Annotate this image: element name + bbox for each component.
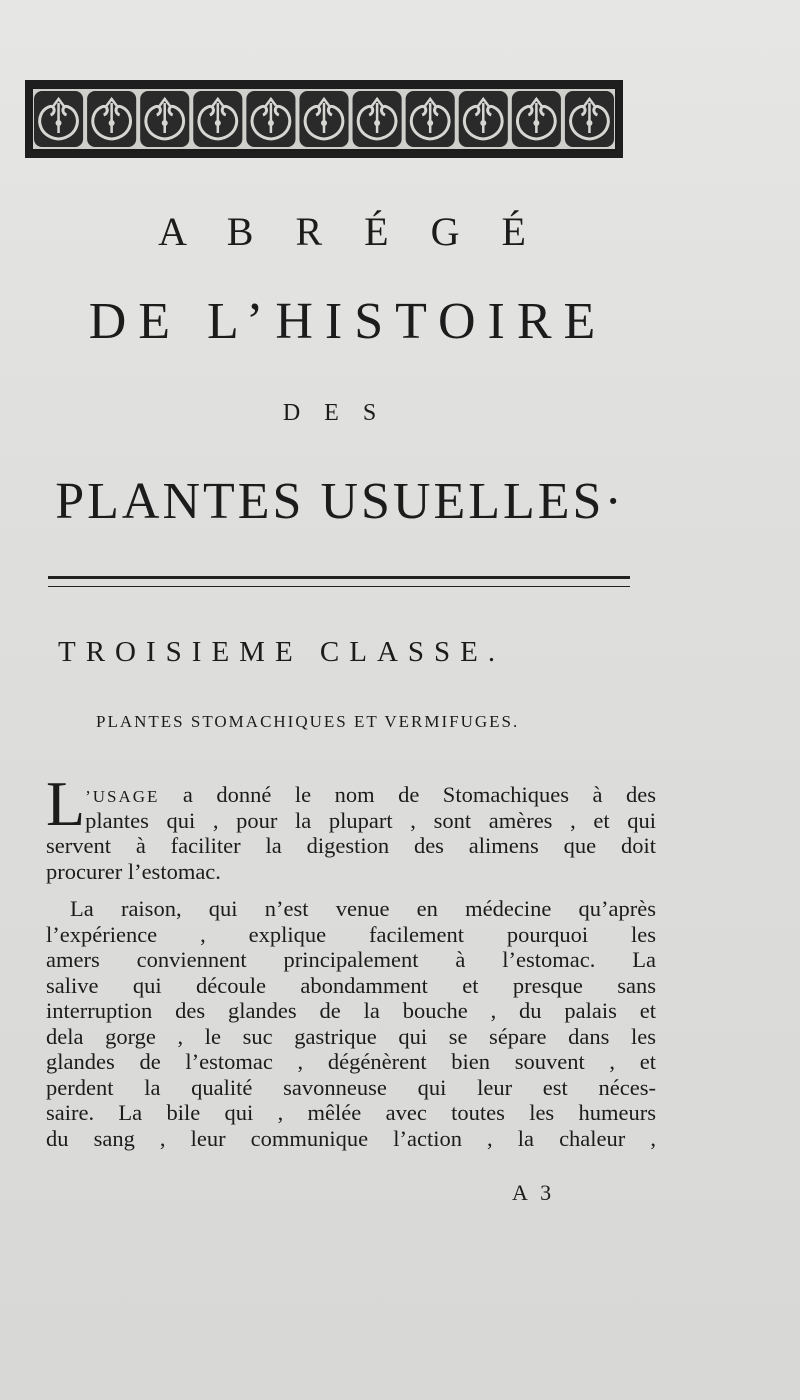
text-line: La raison, qui n’est venue en médecine qu’après (70, 896, 656, 921)
text-line: glandes de l’estomac , dégénèrent bien souvent , et (46, 1049, 656, 1074)
text-line: interruption des glandes de la bouche , du palais et (46, 998, 656, 1023)
palmette-motif (87, 91, 136, 147)
title-des: D E S (282, 400, 386, 426)
text-line: dela gorge , le suc gastrique qui se sépare dans les (46, 1023, 656, 1049)
text-line (46, 782, 656, 808)
palmette-motif (193, 91, 242, 147)
title-abrege: A B R É G É (158, 209, 542, 254)
text-line: plantes qui , pour la plupart , sont amères , et qui (85, 807, 656, 833)
text-line-rest: a donné le nom de Stomachiques à des (159, 782, 656, 807)
palmette-motif (459, 91, 508, 147)
paragraph-2 (46, 896, 656, 1151)
palmette-motif (512, 91, 561, 147)
palmette-motif (353, 91, 402, 147)
text-line: amers conviennent principalement à l’estomac. La (46, 947, 656, 972)
double-rule-top (48, 576, 630, 579)
text-line: perdent la qualité savonneuse qui leur est néces- (46, 1074, 656, 1100)
palmette-motif (565, 91, 614, 147)
text-line: du sang , leur communique l’action , la chaleur , (46, 1125, 656, 1151)
double-rule-bottom (48, 586, 630, 587)
section-heading: TROISIEME CLASSE. (58, 636, 506, 668)
palmette-band-ornament (25, 80, 623, 158)
palmette-motif (299, 91, 348, 147)
title-plantes-usuelles: PLANTES USUELLES· (55, 473, 625, 530)
text-line: procurer l’estomac. (46, 858, 221, 884)
palmette-motif (246, 91, 295, 147)
text-line: saire. La bile qui , mêlée avec toutes les humeurs (46, 1100, 656, 1125)
smallcaps-word: ’USAGE (85, 787, 160, 806)
paragraph-1 (46, 768, 656, 884)
title-de-l-histoire: DE L’HISTOIRE (88, 293, 608, 350)
signature-mark: A 3 (512, 1180, 556, 1205)
text-line: servent à faciliter la digestion des alimens que doit (46, 833, 656, 858)
text-line: salive qui découle abondamment et presque sans (46, 972, 656, 998)
palmette-motif (140, 91, 189, 147)
text-line: l’expérience , explique facilement pourquoi les (46, 921, 656, 947)
section-subheading: PLANTES STOMACHIQUES ET VERMIFUGES. (96, 712, 520, 731)
drop-capital: L (46, 768, 86, 839)
palmette-motif (406, 91, 455, 147)
palmette-motif (34, 91, 83, 147)
